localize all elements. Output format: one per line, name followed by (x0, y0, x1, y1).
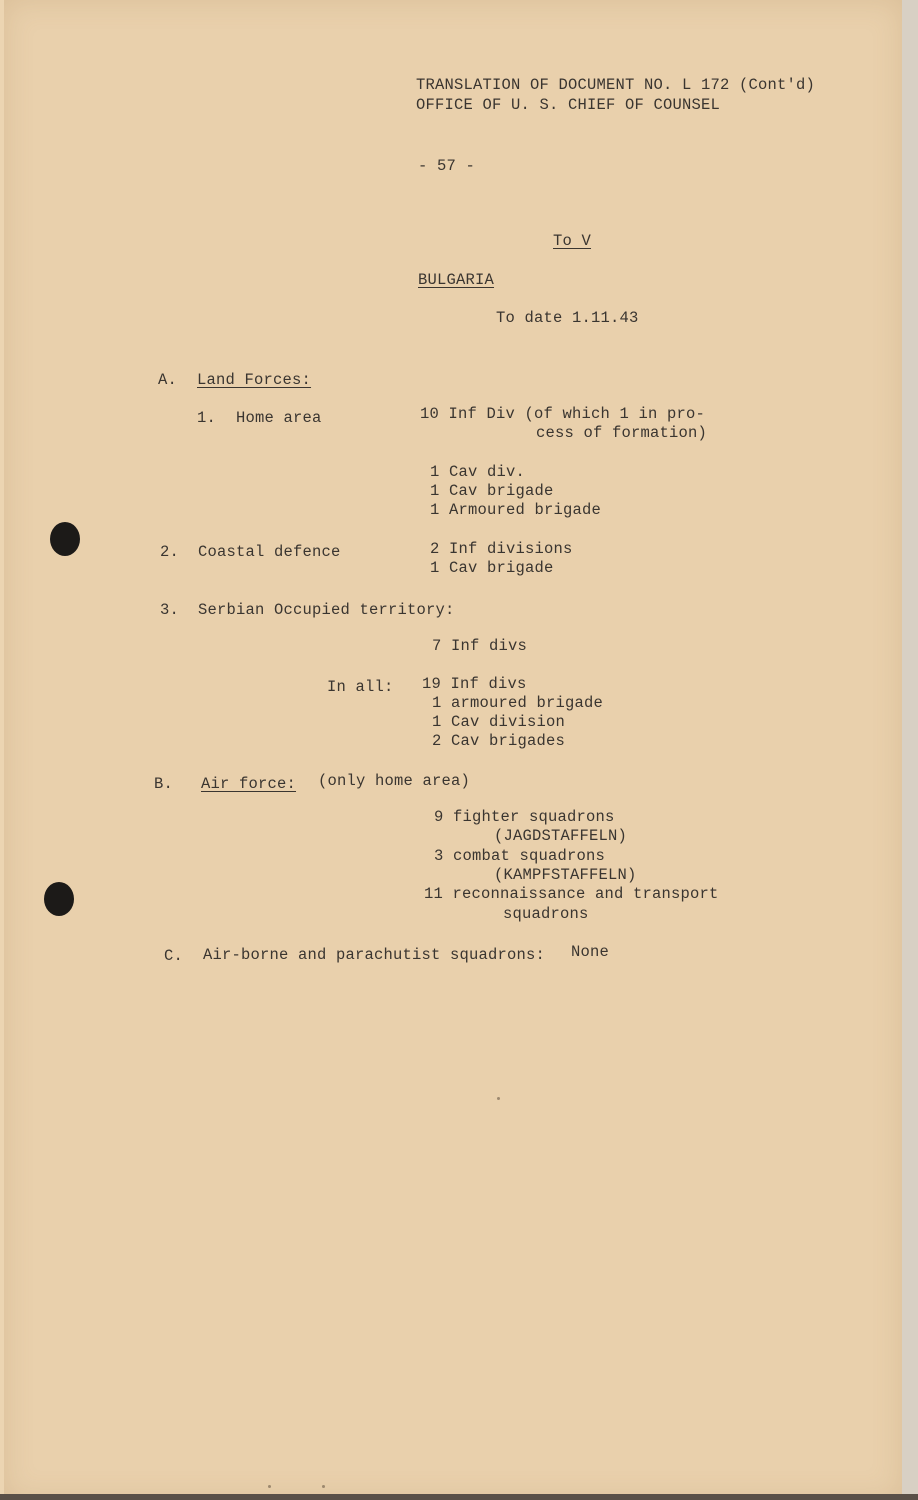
speck (497, 1097, 500, 1100)
total-label: In all: (327, 678, 394, 696)
air-value: squadrons (503, 905, 589, 923)
report-date: To date 1.11.43 (496, 309, 639, 327)
home-area-number: 1. (197, 409, 217, 427)
country-heading: BULGARIA (418, 271, 495, 289)
air-value: 3 combat squadrons (434, 847, 606, 865)
serbian-number: 3. (160, 601, 180, 619)
section-c-label: Air-borne and parachutist squadrons: (203, 946, 546, 964)
coastal-value: 2 Inf divisions (430, 540, 573, 558)
coastal-label: Coastal defence (198, 543, 341, 561)
page-edge-bottom (0, 1494, 918, 1500)
section-a-marker: A. (158, 371, 178, 389)
header-line-2: OFFICE OF U. S. CHIEF OF COUNSEL (416, 96, 721, 114)
punch-hole (44, 882, 74, 916)
section-c-marker: C. (164, 947, 184, 965)
coastal-value: 1 Cav brigade (430, 559, 554, 577)
coastal-number: 2. (160, 543, 180, 561)
total-value: 2 Cav brigades (432, 732, 566, 750)
total-value: 1 armoured brigade (432, 694, 604, 712)
header-line-1: TRANSLATION OF DOCUMENT NO. L 172 (Cont'd) (416, 76, 816, 94)
air-value: (JAGDSTAFFELN) (494, 827, 628, 845)
air-value: 11 reconnaissance and transport (424, 885, 719, 903)
speck (268, 1485, 271, 1488)
home-area-label: Home area (236, 409, 322, 427)
section-b-marker: B. (154, 775, 174, 793)
home-area-value: 10 Inf Div (of which 1 in pro- (420, 405, 706, 423)
air-value: (KAMPFSTAFFELN) (494, 866, 637, 884)
home-area-value: cess of formation) (536, 424, 708, 442)
punch-hole (50, 522, 80, 556)
section-b-note: (only home area) (318, 772, 471, 790)
home-area-value: 1 Armoured brigade (430, 501, 602, 519)
page-edge (902, 0, 918, 1500)
home-area-value: 1 Cav brigade (430, 482, 554, 500)
air-value: 9 fighter squadrons (434, 808, 615, 826)
home-area-value: 1 Cav div. (430, 463, 526, 481)
section-c-value: None (571, 943, 610, 961)
speck (322, 1485, 325, 1488)
reference: To V (553, 232, 592, 250)
total-value: 19 Inf divs (422, 675, 527, 693)
serbian-label: Serbian Occupied territory: (198, 601, 455, 619)
page-number: - 57 - (418, 157, 476, 175)
serbian-value: 7 Inf divs (432, 637, 528, 655)
section-b-title: Air force: (201, 775, 297, 793)
section-a-title: Land Forces: (197, 371, 312, 389)
total-value: 1 Cav division (432, 713, 566, 731)
